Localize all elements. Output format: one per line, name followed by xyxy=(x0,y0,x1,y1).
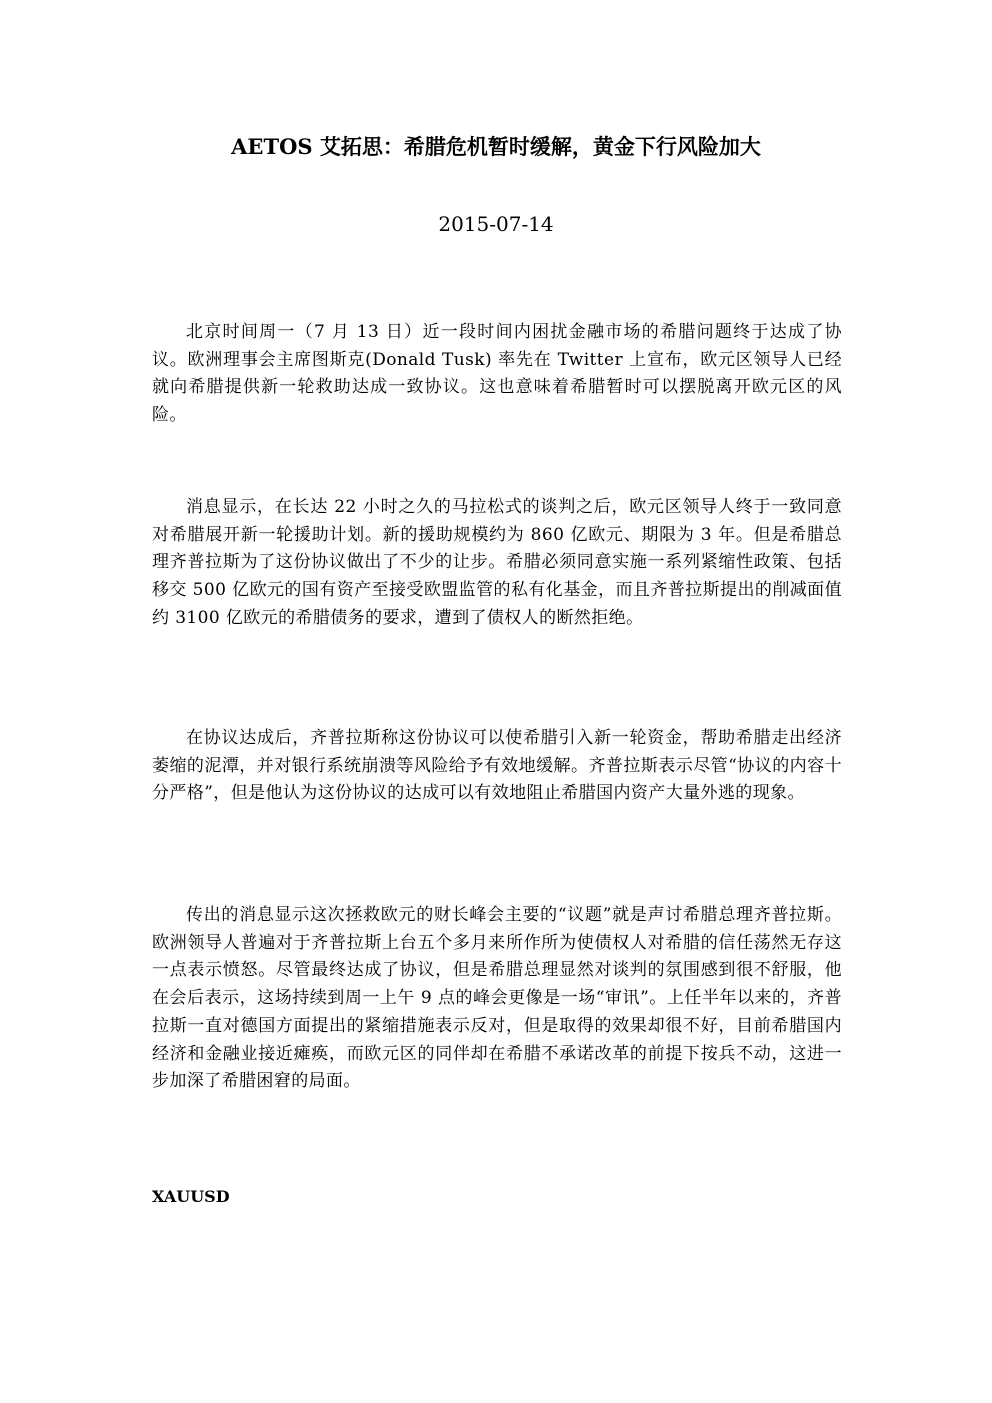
article-date: 2015-07-14 xyxy=(438,212,554,236)
section-label-xauusd: XAUUSD xyxy=(152,1187,230,1206)
paragraph-3: 在协议达成后，齐普拉斯称这份协议可以使希腊引入新一轮资金，帮助希腊走出经济萎缩的泥潭，并对银行系统崩溃等风险给予有效地缓解。齐普拉斯表示尽管“协议的内容十分严格”，但是他认为这份协议的达成可以有效地阻止希腊国内资产大量外逃的现象。 xyxy=(152,728,842,804)
paragraph-1: 北京时间周一（7 月 13 日）近一段时间内困扰金融市场的希腊问题终于达成了协议。欧洲理事会主席图斯克(Donald Tusk) 率先在 Twitter 上宣布，欧元区领导人已经就向希腊提供新一轮救助达成一致协议。这也意味着希腊暂时可以摆脱离开欧元区的风险。 xyxy=(152,322,842,426)
article-title: AETOS 艾拓思：希腊危机暂时缓解，黄金下行风险加大 xyxy=(231,134,761,159)
paragraph-4: 传出的消息显示这次拯救欧元的财长峰会主要的“议题”就是声讨希腊总理齐普拉斯。欧洲领导人普遍对于齐普拉斯上台五个多月来所作所为使债权人对希腊的信任荡然无存这一点表示愤怒。尽管最终达成了协议，但是希腊总理显然对谈判的氛围感到很不舒服，他在会后表示，这场持续到周一上午 9 点的峰会更像是一场“审讯”。上任半年以来的，齐普拉斯一直对德国方面提出的紧缩措施表示反对，但是取得的效果却很不好，目前希腊国内经济和金融业接近瘫痪，而欧元区的同伴却在希腊不承诺改革的前提下按兵不动，这进一步加深了希腊困窘的局面。 xyxy=(152,905,842,1092)
paragraph-2: 消息显示，在长达 22 小时之久的马拉松式的谈判之后，欧元区领导人终于一致同意对希腊展开新一轮援助计划。新的援助规模约为 860 亿欧元、期限为 3 年。但是希腊总理齐普拉斯为了这份协议做出了不少的让步。希腊必须同意实施一系列紧缩性政策、包括移交 500 亿欧元的国有资产至接受欧盟监管的私有化基金，而且齐普拉斯提出的削减面值约 3100 亿欧元的希腊债务的要求，遭到了债权人的断然拒绝。 xyxy=(152,497,842,628)
